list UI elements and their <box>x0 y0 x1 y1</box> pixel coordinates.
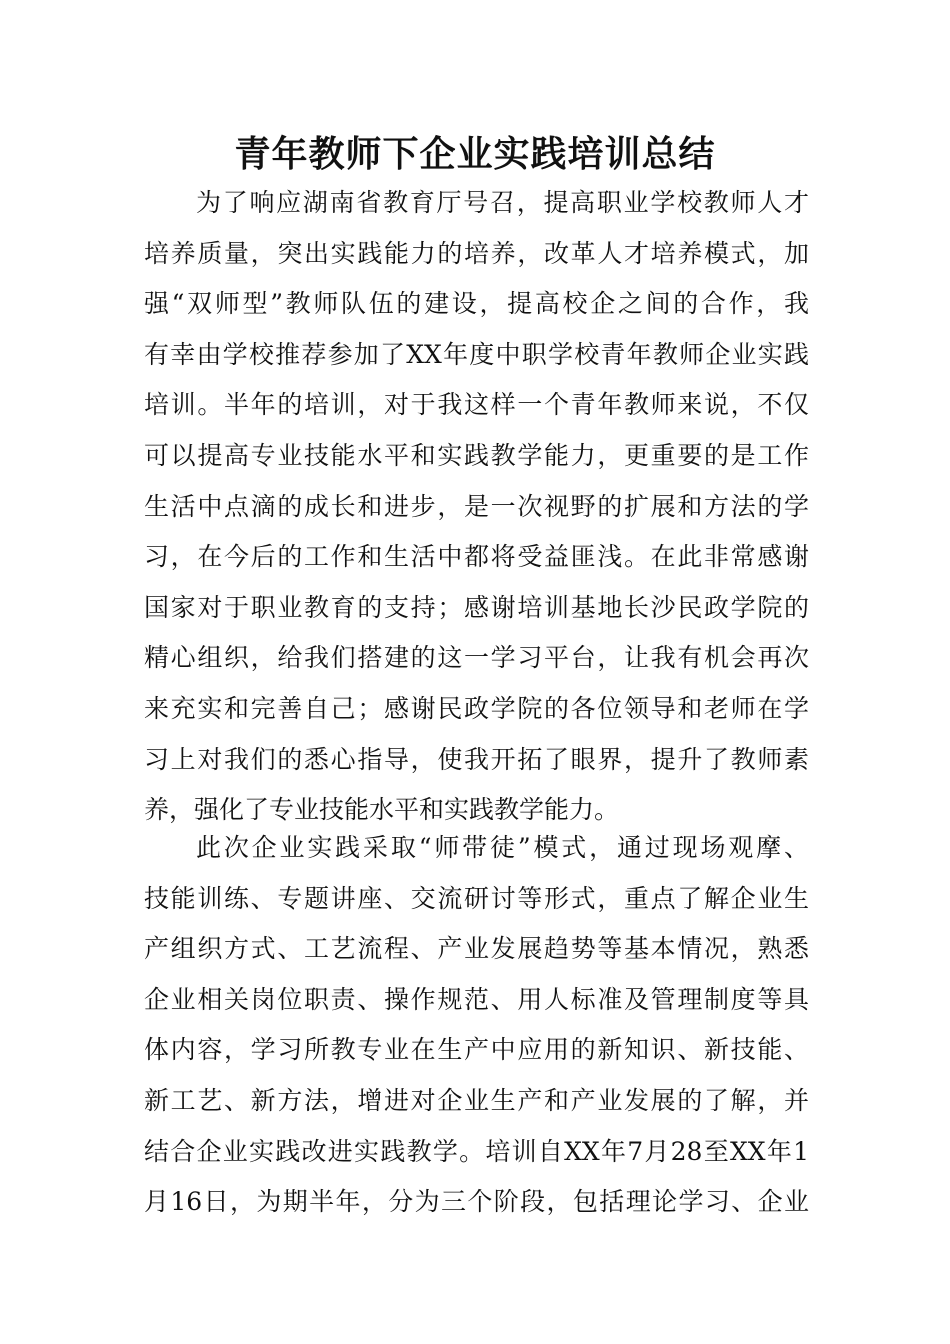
text-line: 强“双师型”教师队伍的建设，提高校企之间的合作，我 <box>144 289 809 319</box>
text-line: 技能训练、专题讲座、交流研讨等形式，重点了解企业生 <box>144 883 809 913</box>
text-line: 新工艺、新方法，增进对企业生产和产业发展的了解，并 <box>144 1085 809 1115</box>
text-line: 结合企业实践改进实践教学。培训自XX年7月28至XX年1 <box>144 1136 809 1166</box>
paragraph-1 <box>144 178 809 836</box>
text-line: 可以提高专业技能水平和实践教学能力，更重要的是工作 <box>144 440 809 470</box>
text-line: 企业相关岗位职责、操作规范、用人标准及管理制度等具 <box>144 984 809 1014</box>
text-line: 此次企业实践采取“师带徒”模式，通过现场观摩、 <box>196 833 809 862</box>
paragraph-2 <box>144 823 809 1228</box>
text-line: 有幸由学校推荐参加了XX年度中职学校青年教师企业实践 <box>144 339 809 369</box>
text-line: 产组织方式、工艺流程、产业发展趋势等基本情况，熟悉 <box>144 934 809 964</box>
text-line: 为了响应湖南省教育厅号召，提高职业学校教师人才 <box>196 188 809 217</box>
text-line: 来充实和完善自己；感谢民政学院的各位领导和老师在学 <box>144 693 809 723</box>
document-title: 青年教师下企业实践培训总结 <box>234 133 716 175</box>
text-line: 国家对于职业教育的支持；感谢培训基地长沙民政学院的 <box>144 592 809 622</box>
text-line: 习上对我们的悉心指导，使我开拓了眼界，提升了教师素 <box>144 744 809 774</box>
text-line: 培训。半年的培训，对于我这样一个青年教师来说，不仅 <box>144 390 809 420</box>
text-line: 精心组织，给我们搭建的这一学习平台，让我有机会再次 <box>144 643 809 673</box>
text-line: 月16日，为期半年，分为三个阶段，包括理论学习、企业 <box>144 1187 809 1217</box>
text-line: 养，强化了专业技能水平和实践教学能力。 <box>144 795 620 825</box>
text-line: 生活中点滴的成长和进步，是一次视野的扩展和方法的学 <box>144 491 809 521</box>
text-line: 体内容，学习所教专业在生产中应用的新知识、新技能、 <box>144 1035 809 1065</box>
text-line: 培养质量，突出实践能力的培养，改革人才培养模式，加 <box>144 238 809 268</box>
text-line: 习，在今后的工作和生活中都将受益匪浅。在此非常感谢 <box>144 542 809 572</box>
